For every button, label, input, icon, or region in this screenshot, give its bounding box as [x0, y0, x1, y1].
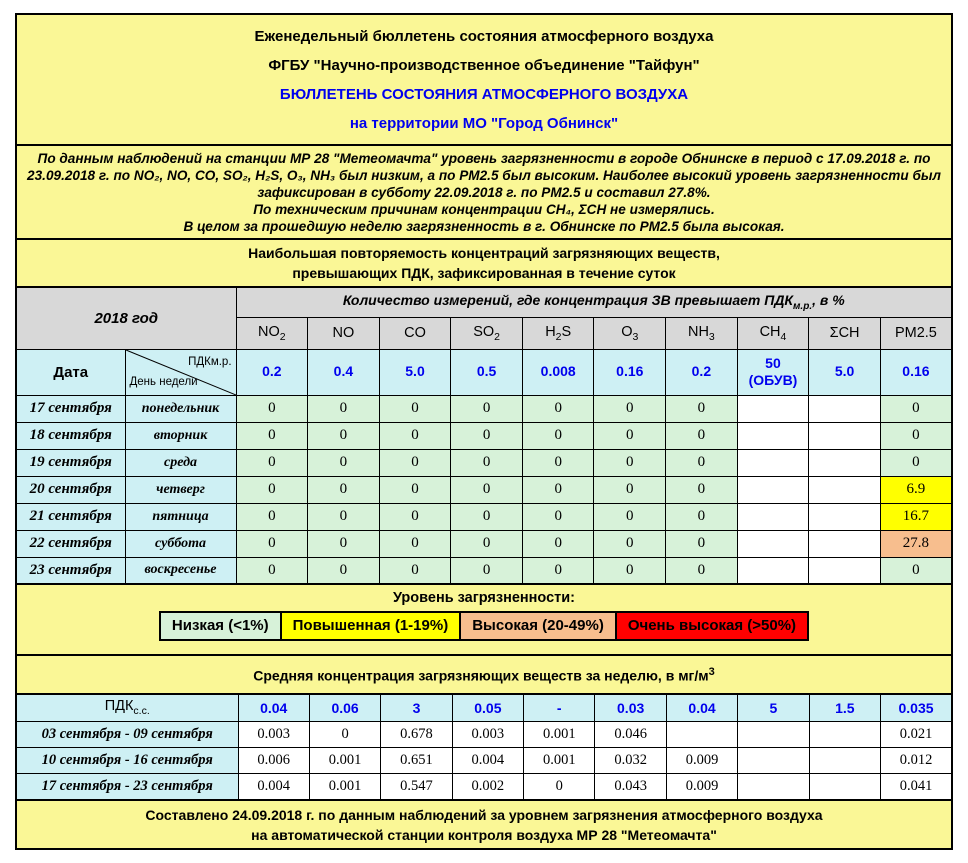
- pdk-ss-value-cell: 0.06: [309, 694, 380, 722]
- measurement-cell: 0: [522, 530, 594, 557]
- avg-concentration-cell: 0.001: [524, 748, 595, 774]
- weekly-row: [16, 774, 952, 800]
- weekday-cell: понедельник: [125, 395, 236, 422]
- measurement-cell: 0: [666, 503, 738, 530]
- measurement-cell: 0: [236, 449, 308, 476]
- avg-concentration-cell: 0.006: [238, 748, 309, 774]
- weekday-cell: четверг: [125, 476, 236, 503]
- pdk-ss-value-cell: 1.5: [809, 694, 880, 722]
- measurement-cell: [737, 395, 809, 422]
- exceedance-row: [16, 449, 952, 476]
- measurement-cell: 0: [594, 503, 666, 530]
- pollutant-column-header: CO: [379, 317, 451, 349]
- pdk-mr-value-cell: 5.0: [809, 349, 881, 395]
- measurement-cell: 0: [379, 476, 451, 503]
- pdk-ss-row: [16, 694, 952, 722]
- pdk-ss-value-cell: 0.04: [238, 694, 309, 722]
- measurement-cell: [809, 530, 881, 557]
- weekly-tbody: [16, 722, 952, 800]
- date-cell: 20 сентября: [16, 476, 125, 503]
- pdk-ss-value-cell: 0.03: [595, 694, 666, 722]
- pdk-ss-subscript: с.с.: [133, 705, 150, 718]
- measurement-cell: 0: [666, 395, 738, 422]
- measurement-cell: 0: [522, 449, 594, 476]
- avg-concentration-cell: 0.012: [881, 748, 952, 774]
- legend-item-elevated: Повышенная (1-19%): [280, 611, 462, 641]
- measurement-cell: 0: [236, 557, 308, 584]
- measurement-cell: 0: [451, 557, 523, 584]
- legend-title: Уровень загрязненности:: [392, 590, 576, 606]
- pdk-mr-value-cell: 50 (ОБУВ): [737, 349, 809, 395]
- footer-note: [15, 799, 953, 850]
- pdk-mr-value-cell: 0.4: [308, 349, 380, 395]
- pollutant-column-header: $NO_2$: [236, 317, 308, 349]
- avg-concentration-cell: 0.001: [309, 748, 380, 774]
- measurement-cell: 0: [379, 449, 451, 476]
- avg-concentration-cell: 0.002: [452, 774, 523, 800]
- measurement-cell: 0: [451, 395, 523, 422]
- pdk-mr-subscript: м.р.: [793, 301, 813, 313]
- pdk-mr-label: ПДКм.р.: [188, 355, 232, 368]
- measurement-cell: 27.8: [880, 530, 952, 557]
- measurement-cell: 0: [594, 557, 666, 584]
- avg-concentration-cell: 0: [524, 774, 595, 800]
- measurement-cell: 6.9: [880, 476, 952, 503]
- avg-concentration-cell: 0.004: [452, 748, 523, 774]
- weekly-caption-superscript: 3: [708, 666, 715, 678]
- pdk-mr-value-cell: 0.16: [880, 349, 952, 395]
- avg-concentration-cell: 0.021: [881, 722, 952, 748]
- measurement-cell: 0: [308, 422, 380, 449]
- avg-concentration-cell: [809, 722, 880, 748]
- bulletin-title-line3: БЮЛЛЕТЕНЬ СОСТОЯНИЯ АТМОСФЕРНОГО ВОЗДУХА: [279, 86, 689, 103]
- legend-item-high: Высокая (20-49%): [459, 611, 617, 641]
- pdk-mr-value-cell: 5.0: [379, 349, 451, 395]
- measurement-cell: 0: [594, 476, 666, 503]
- pdk-ss-label-cell: [16, 694, 238, 722]
- measurement-cell: 0: [594, 449, 666, 476]
- measurement-cell: 0: [522, 422, 594, 449]
- avg-concentration-cell: [809, 748, 880, 774]
- measurement-cell: 0: [666, 557, 738, 584]
- measurement-cell: [737, 503, 809, 530]
- measurement-cell: 0: [379, 395, 451, 422]
- avg-concentration-cell: 0.651: [381, 748, 452, 774]
- measurement-cell: [809, 557, 881, 584]
- measurement-cell: 0: [880, 422, 952, 449]
- week-range-cell: 10 сентября - 16 сентября: [16, 748, 238, 774]
- exceedance-row: [16, 557, 952, 584]
- weekly-row: [16, 722, 952, 748]
- exceedance-caption-line2: превышающих ПДК, зафиксированная в течение суток: [292, 265, 676, 281]
- date-cell: 17 сентября: [16, 395, 125, 422]
- pollutant-column-header: $NH_3$: [666, 317, 738, 349]
- measurement-cell: 0: [594, 422, 666, 449]
- summary-paragraph-1: По данным наблюдений на станции МР 28 "Метеомачта" уровень загрязненности в городе Обнинске в период с 17.09.2018 г. по 23.09.2018 г. по NO₂, NO, CO, SO₂, H₂S, O₃, NH₃ был низким, а по PM2.5 был высоким. Наиболее высокий уровень загрязненности был зафиксирован в субботу 22.09.2018 г. по PM2.5 и составил 27.8%.: [27, 151, 941, 200]
- measurement-cell: 0: [666, 449, 738, 476]
- year-header-cell: 2018 год: [16, 287, 236, 349]
- footer-line2: на автоматической станции контроля воздуха МР 28 "Метеомачта": [251, 826, 717, 843]
- measurement-cell: 0: [308, 449, 380, 476]
- weekday-cell: воскресенье: [125, 557, 236, 584]
- pdk-mr-value-cell: 0.2: [666, 349, 738, 395]
- bulletin-title-line4: на территории МО "Город Обнинск": [349, 115, 619, 132]
- measurement-cell: [737, 530, 809, 557]
- measurement-cell: 0: [379, 530, 451, 557]
- avg-concentration-cell: [666, 722, 737, 748]
- avg-concentration-cell: [738, 722, 809, 748]
- avg-concentration-cell: 0.003: [452, 722, 523, 748]
- date-cell: 18 сентября: [16, 422, 125, 449]
- diagonal-header-cell: [125, 349, 236, 395]
- avg-concentration-cell: 0.043: [595, 774, 666, 800]
- measurement-cell: [737, 557, 809, 584]
- pdk-mr-value-cell: 0.16: [594, 349, 666, 395]
- measurement-cell: 0: [308, 557, 380, 584]
- measurements-header-text: Количество измерений, где концентрация ЗВ превышает ПДК: [342, 292, 794, 309]
- measurement-cell: [737, 449, 809, 476]
- measurement-cell: 0: [522, 395, 594, 422]
- pollutant-column-header: $H_2S$: [522, 317, 594, 349]
- measurement-cell: [737, 476, 809, 503]
- pollutant-column-header: NO: [308, 317, 380, 349]
- title-block: [15, 13, 953, 146]
- pdk-ss-label: ПДК: [104, 698, 134, 715]
- measurement-cell: [737, 422, 809, 449]
- measurement-cell: [809, 449, 881, 476]
- pdk-mr-value-cell: 0.5: [451, 349, 523, 395]
- measurement-cell: [809, 422, 881, 449]
- pdk-ss-value-cell: 0.05: [452, 694, 523, 722]
- weekday-cell: пятница: [125, 503, 236, 530]
- avg-concentration-cell: 0.032: [595, 748, 666, 774]
- exceedance-row: [16, 422, 952, 449]
- summary-paragraph-2: По техническим причинам концентрации CH₄, ΣCH не измерялись.: [253, 202, 715, 217]
- weekday-cell: вторник: [125, 422, 236, 449]
- measurement-cell: 0: [308, 395, 380, 422]
- measurement-cell: [809, 503, 881, 530]
- measurement-cell: 0: [308, 503, 380, 530]
- date-cell: 22 сентября: [16, 530, 125, 557]
- pdk-ss-value-cell: -: [524, 694, 595, 722]
- measurement-cell: 0: [666, 476, 738, 503]
- measurement-cell: 0: [594, 530, 666, 557]
- pdk-mr-value-cell: 0.2: [236, 349, 308, 395]
- pollution-level-legend: [15, 583, 953, 656]
- measurement-cell: 0: [236, 395, 308, 422]
- exceedance-caption-line1: Наибольшая повторяемость концентраций загрязняющих веществ,: [248, 245, 720, 261]
- measurement-cell: 0: [451, 422, 523, 449]
- measurements-header-row: [16, 287, 952, 317]
- pollutant-column-header: ΣCH: [809, 317, 881, 349]
- measurement-cell: 0: [308, 530, 380, 557]
- exceedance-row: [16, 530, 952, 557]
- date-cell: 19 сентября: [16, 449, 125, 476]
- exceedance-row: [16, 395, 952, 422]
- pdk-ss-value-cell: 0.04: [666, 694, 737, 722]
- footer-line1: Составлено 24.09.2018 г. по данным наблюдений за уровнем загрязнения атмосферного воздуха: [145, 806, 823, 823]
- measurement-cell: 0: [666, 530, 738, 557]
- weekly-row: [16, 748, 952, 774]
- weekday-cell: суббота: [125, 530, 236, 557]
- avg-concentration-cell: 0: [309, 722, 380, 748]
- pdk-ss-value-cell: 0.035: [881, 694, 952, 722]
- measurement-cell: 0: [379, 422, 451, 449]
- measurement-cell: 0: [308, 476, 380, 503]
- exceedance-row: [16, 476, 952, 503]
- exceedance-caption: [15, 238, 953, 288]
- measurement-cell: 0: [451, 476, 523, 503]
- week-range-cell: 17 сентября - 23 сентября: [16, 774, 238, 800]
- pdk-mr-value-cell: 0.008: [522, 349, 594, 395]
- measurement-cell: [809, 395, 881, 422]
- avg-concentration-cell: 0.547: [381, 774, 452, 800]
- weekly-caption-text: Средняя концентрация загрязняющих веществ за неделю, в мг/м: [253, 667, 709, 684]
- measurement-cell: 0: [236, 422, 308, 449]
- pollutant-column-header: $SO_2$: [451, 317, 523, 349]
- measurement-cell: 0: [379, 503, 451, 530]
- weekly-concentration-table: [15, 693, 953, 801]
- measurement-cell: 0: [236, 476, 308, 503]
- measurement-cell: 0: [594, 395, 666, 422]
- date-cell: 23 сентября: [16, 557, 125, 584]
- bulletin-title-line2: ФГБУ "Научно-производственное объединение "Тайфун": [268, 57, 700, 74]
- exceedance-tbody: [16, 395, 952, 584]
- avg-concentration-cell: 0.046: [595, 722, 666, 748]
- avg-concentration-cell: 0.001: [309, 774, 380, 800]
- bulletin-title-line1: Еженедельный бюллетень состояния атмосферного воздуха: [254, 28, 714, 45]
- avg-concentration-cell: 0.004: [238, 774, 309, 800]
- avg-concentration-cell: 0.041: [881, 774, 952, 800]
- measurement-cell: 0: [880, 557, 952, 584]
- exceedance-row: [16, 503, 952, 530]
- summary-paragraph-3: В целом за прошедшую неделю загрязненность в г. Обнинске по PM2.5 была высокая.: [183, 219, 785, 234]
- exceedance-table: [15, 286, 953, 585]
- pdk-mr-row: [16, 349, 952, 395]
- avg-concentration-cell: [738, 774, 809, 800]
- weekday-label: День недели: [129, 375, 198, 388]
- avg-concentration-cell: 0.009: [666, 748, 737, 774]
- pdk-ss-value-cell: 5: [738, 694, 809, 722]
- measurement-cell: 0: [880, 449, 952, 476]
- avg-concentration-cell: 0.009: [666, 774, 737, 800]
- legend-item-very-high: Очень высокая (>50%): [615, 611, 809, 641]
- measurement-cell: 0: [451, 449, 523, 476]
- measurement-cell: 0: [236, 530, 308, 557]
- measurements-header-cell: [236, 287, 952, 317]
- pollutant-column-header: $O_3$: [594, 317, 666, 349]
- measurement-cell: 0: [522, 557, 594, 584]
- measurement-cell: 0: [236, 503, 308, 530]
- measurement-cell: 0: [880, 395, 952, 422]
- measurement-cell: 0: [379, 557, 451, 584]
- weekday-cell: среда: [125, 449, 236, 476]
- weekly-caption: [15, 654, 953, 695]
- pdk-ss-value-cell: 3: [381, 694, 452, 722]
- measurement-cell: 0: [666, 422, 738, 449]
- measurement-cell: 0: [451, 530, 523, 557]
- avg-concentration-cell: [809, 774, 880, 800]
- pollutant-column-header: $CH_4$: [737, 317, 809, 349]
- measurement-cell: 16.7: [880, 503, 952, 530]
- measurements-header-unit: , в %: [812, 292, 845, 309]
- measurement-cell: [809, 476, 881, 503]
- date-cell: 21 сентября: [16, 503, 125, 530]
- legend-item-low: Низкая (<1%): [159, 611, 282, 641]
- pollutant-column-header: PM2.5: [880, 317, 952, 349]
- measurement-cell: 0: [522, 503, 594, 530]
- measurement-cell: 0: [522, 476, 594, 503]
- avg-concentration-cell: 0.003: [238, 722, 309, 748]
- date-header-cell: Дата: [16, 349, 125, 395]
- summary-block: [15, 144, 953, 240]
- legend-row: [17, 611, 951, 641]
- avg-concentration-cell: 0.001: [524, 722, 595, 748]
- avg-concentration-cell: [738, 748, 809, 774]
- week-range-cell: 03 сентября - 09 сентября: [16, 722, 238, 748]
- avg-concentration-cell: 0.678: [381, 722, 452, 748]
- measurement-cell: 0: [451, 503, 523, 530]
